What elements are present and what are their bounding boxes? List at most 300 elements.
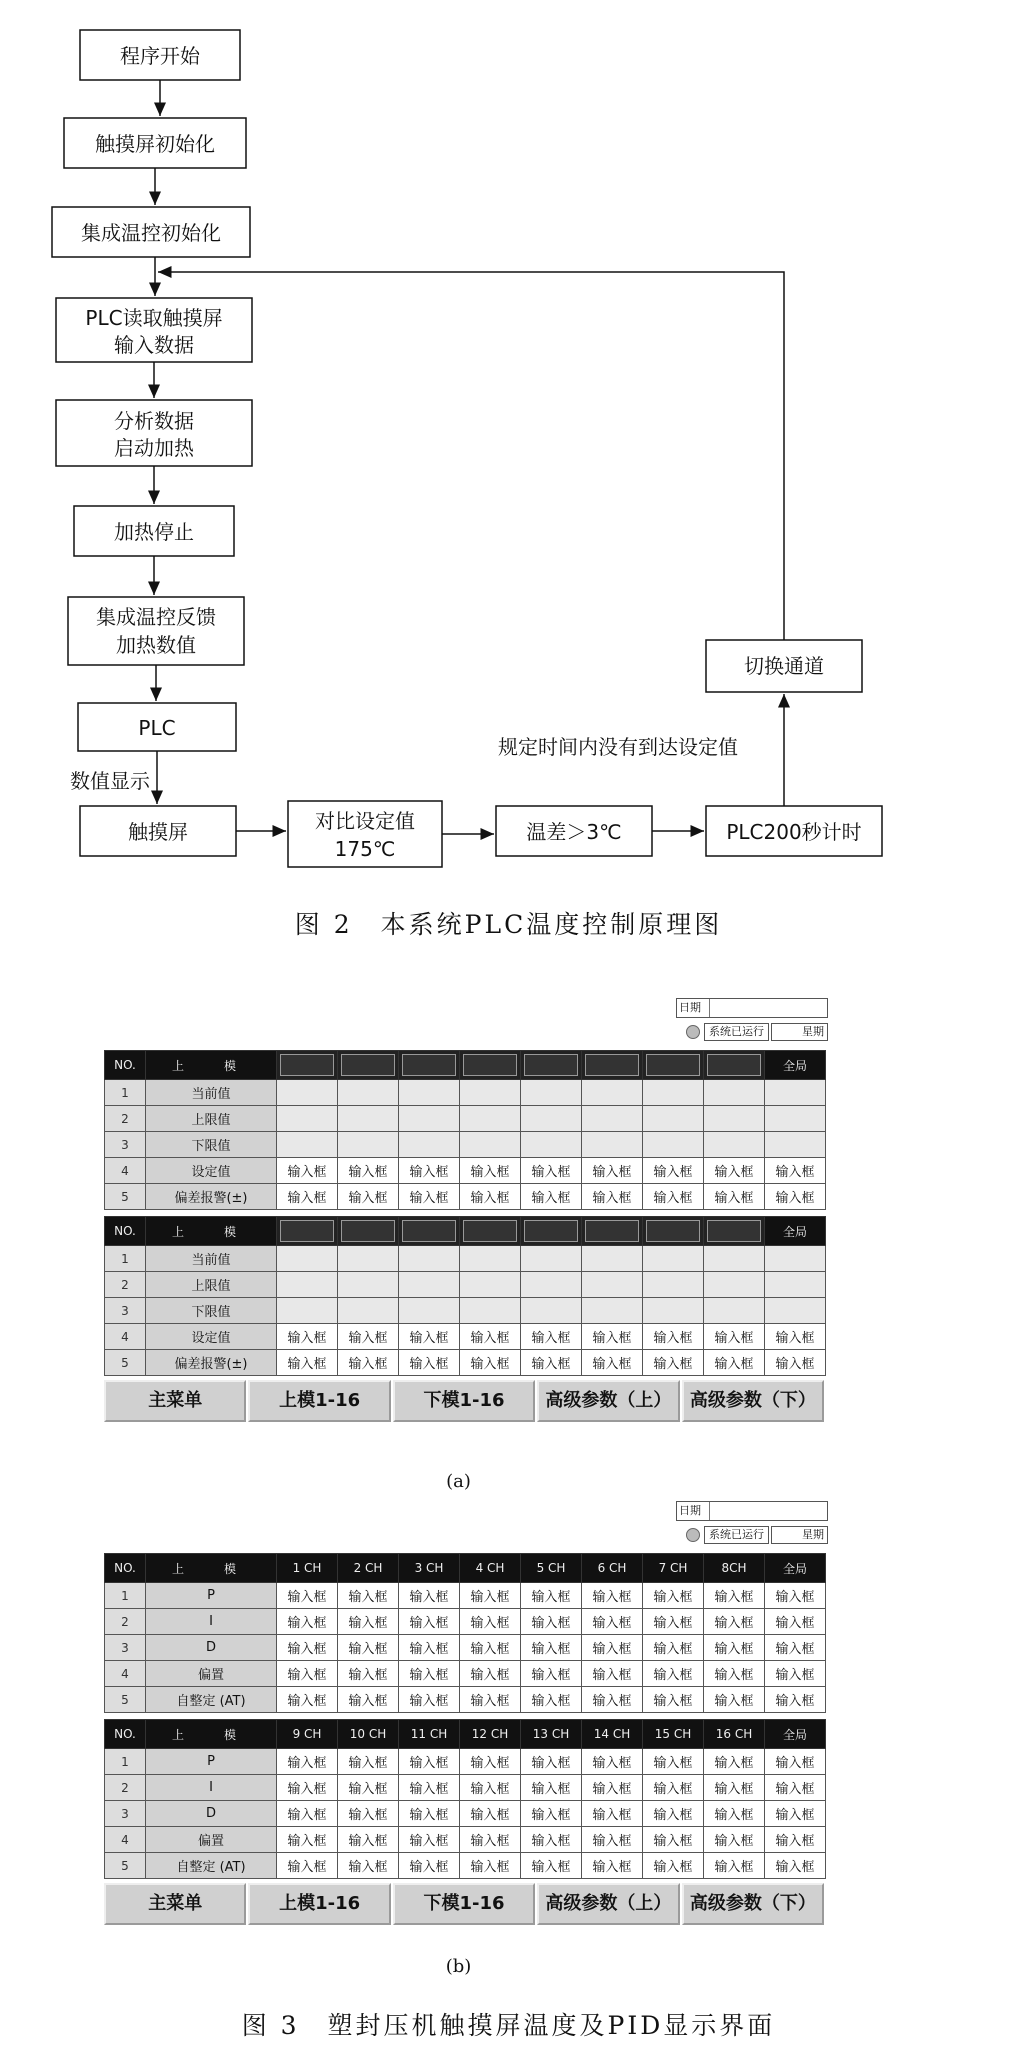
input-box[interactable]: 输入框 xyxy=(277,1775,338,1801)
header-row xyxy=(105,1051,826,1080)
input-box[interactable]: 输入框 xyxy=(643,1775,704,1801)
value-cell xyxy=(643,1246,704,1272)
channel-slot xyxy=(463,1054,517,1076)
input-box[interactable]: 输入框 xyxy=(582,1827,643,1853)
value-cell xyxy=(521,1080,582,1106)
nav-button[interactable]: 高级参数（下） xyxy=(682,1380,824,1422)
row-number: 4 xyxy=(105,1324,146,1350)
input-box[interactable]: 输入框 xyxy=(643,1749,704,1775)
svg-text:PLC: PLC xyxy=(138,716,176,740)
node-feedback xyxy=(68,597,244,665)
value-cell xyxy=(277,1106,338,1132)
row-label: 设定值 xyxy=(146,1324,277,1350)
input-box[interactable]: 输入框 xyxy=(765,1801,826,1827)
channel-slot xyxy=(463,1220,517,1242)
row-label: P xyxy=(146,1749,277,1775)
channel-header-blank xyxy=(582,1051,643,1080)
input-box[interactable]: 输入框 xyxy=(277,1687,338,1713)
temperature-tables xyxy=(104,1050,834,1376)
input-box[interactable]: 输入框 xyxy=(643,1158,704,1184)
data-table xyxy=(104,1553,826,1713)
table-row xyxy=(105,1272,826,1298)
channel-header: 4 CH xyxy=(460,1554,521,1583)
row-number: 5 xyxy=(105,1350,146,1376)
value-cell xyxy=(399,1106,460,1132)
input-box[interactable]: 输入框 xyxy=(399,1158,460,1184)
row-number: 4 xyxy=(105,1827,146,1853)
input-box[interactable]: 输入框 xyxy=(643,1661,704,1687)
input-box[interactable]: 输入框 xyxy=(338,1749,399,1775)
col-global-header: 全局 xyxy=(765,1554,826,1583)
input-box[interactable]: 输入框 xyxy=(704,1184,765,1210)
input-box[interactable]: 输入框 xyxy=(399,1350,460,1376)
input-box[interactable]: 输入框 xyxy=(338,1687,399,1713)
input-box[interactable]: 输入框 xyxy=(399,1801,460,1827)
svg-text:输入数据: 输入数据 xyxy=(114,333,194,357)
value-cell xyxy=(338,1246,399,1272)
channel-header-blank xyxy=(277,1217,338,1246)
input-box[interactable]: 输入框 xyxy=(338,1635,399,1661)
label-display: 数值显示 xyxy=(70,769,150,793)
input-box[interactable]: 输入框 xyxy=(582,1853,643,1879)
value-cell xyxy=(338,1080,399,1106)
input-box[interactable]: 输入框 xyxy=(338,1583,399,1609)
input-box[interactable]: 输入框 xyxy=(704,1853,765,1879)
input-box[interactable]: 输入框 xyxy=(704,1158,765,1184)
input-box[interactable]: 输入框 xyxy=(521,1749,582,1775)
table-row xyxy=(105,1080,826,1106)
data-table xyxy=(104,1050,826,1210)
input-box[interactable]: 输入框 xyxy=(338,1661,399,1687)
col-global-header: 全局 xyxy=(765,1217,826,1246)
row-number: 2 xyxy=(105,1272,146,1298)
input-box[interactable]: 输入框 xyxy=(521,1635,582,1661)
channel-slot xyxy=(280,1220,334,1242)
input-box[interactable]: 输入框 xyxy=(582,1350,643,1376)
status-area xyxy=(104,994,834,1050)
input-box[interactable]: 输入框 xyxy=(338,1609,399,1635)
table-row xyxy=(105,1609,826,1635)
input-box[interactable]: 输入框 xyxy=(765,1775,826,1801)
input-box[interactable]: 输入框 xyxy=(460,1324,521,1350)
value-cell xyxy=(277,1298,338,1324)
table-row xyxy=(105,1801,826,1827)
value-cell xyxy=(460,1298,521,1324)
input-box[interactable]: 输入框 xyxy=(521,1687,582,1713)
value-cell xyxy=(399,1132,460,1158)
input-box[interactable]: 输入框 xyxy=(582,1801,643,1827)
value-cell xyxy=(582,1132,643,1158)
input-box[interactable]: 输入框 xyxy=(765,1687,826,1713)
channel-header: 11 CH xyxy=(399,1720,460,1749)
input-box[interactable]: 输入框 xyxy=(582,1609,643,1635)
value-cell xyxy=(277,1080,338,1106)
channel-header-blank xyxy=(460,1217,521,1246)
input-box[interactable]: 输入框 xyxy=(704,1324,765,1350)
row-number: 2 xyxy=(105,1106,146,1132)
channel-header: 1 CH xyxy=(277,1554,338,1583)
row-label: 上限值 xyxy=(146,1106,277,1132)
channel-header-blank xyxy=(277,1051,338,1080)
nav-button[interactable]: 主菜单 xyxy=(104,1380,246,1422)
input-box[interactable]: 输入框 xyxy=(765,1350,826,1376)
input-box[interactable]: 输入框 xyxy=(582,1635,643,1661)
svg-text:集成温控初始化: 集成温控初始化 xyxy=(81,221,221,245)
input-box[interactable]: 输入框 xyxy=(277,1184,338,1210)
input-box[interactable]: 输入框 xyxy=(704,1609,765,1635)
row-number: 1 xyxy=(105,1080,146,1106)
input-box[interactable]: 输入框 xyxy=(399,1324,460,1350)
row-number: 2 xyxy=(105,1775,146,1801)
input-box[interactable]: 输入框 xyxy=(521,1350,582,1376)
input-box[interactable]: 输入框 xyxy=(582,1749,643,1775)
value-cell xyxy=(582,1246,643,1272)
input-box[interactable]: 输入框 xyxy=(765,1158,826,1184)
input-box[interactable]: 输入框 xyxy=(460,1687,521,1713)
input-box[interactable]: 输入框 xyxy=(643,1184,704,1210)
input-box[interactable]: 输入框 xyxy=(399,1661,460,1687)
channel-header-blank xyxy=(460,1051,521,1080)
input-box[interactable]: 输入框 xyxy=(643,1687,704,1713)
svg-text:PLC200秒计时: PLC200秒计时 xyxy=(726,820,862,844)
input-box[interactable]: 输入框 xyxy=(704,1775,765,1801)
input-box[interactable]: 输入框 xyxy=(277,1853,338,1879)
input-box[interactable]: 输入框 xyxy=(399,1749,460,1775)
input-box[interactable]: 输入框 xyxy=(582,1324,643,1350)
value-cell xyxy=(765,1080,826,1106)
input-box[interactable]: 输入框 xyxy=(277,1635,338,1661)
channel-header: 12 CH xyxy=(460,1720,521,1749)
row-number: 3 xyxy=(105,1635,146,1661)
input-box[interactable]: 输入框 xyxy=(277,1801,338,1827)
node-timer xyxy=(706,806,882,856)
nav-button[interactable]: 高级参数（上） xyxy=(537,1883,679,1925)
nav-button[interactable]: 上模1-16 xyxy=(248,1380,390,1422)
input-box[interactable]: 输入框 xyxy=(399,1583,460,1609)
col-module-header: 上 模 xyxy=(146,1554,277,1583)
node-touch-init xyxy=(64,118,246,168)
input-box[interactable]: 输入框 xyxy=(338,1775,399,1801)
figure2-caption: 图 2 本系统PLC温度控制原理图 xyxy=(294,910,723,939)
row-number: 4 xyxy=(105,1661,146,1687)
row-label: 当前值 xyxy=(146,1080,277,1106)
input-box[interactable]: 输入框 xyxy=(765,1749,826,1775)
input-box[interactable]: 输入框 xyxy=(277,1158,338,1184)
row-label: 当前值 xyxy=(146,1246,277,1272)
value-cell xyxy=(521,1132,582,1158)
row-label: P xyxy=(146,1583,277,1609)
value-cell xyxy=(460,1080,521,1106)
nav-button[interactable]: 主菜单 xyxy=(104,1883,246,1925)
table-row xyxy=(105,1132,826,1158)
node-temp-init xyxy=(52,207,250,257)
input-box[interactable]: 输入框 xyxy=(521,1661,582,1687)
row-label: I xyxy=(146,1775,277,1801)
channel-slot xyxy=(402,1220,456,1242)
value-cell xyxy=(704,1272,765,1298)
input-box[interactable]: 输入框 xyxy=(582,1583,643,1609)
svg-text:启动加热: 启动加热 xyxy=(114,436,194,460)
input-box[interactable]: 输入框 xyxy=(765,1827,826,1853)
row-number: 3 xyxy=(105,1298,146,1324)
run-status: 系统已运行 星期 xyxy=(686,1022,828,1042)
input-box[interactable]: 输入框 xyxy=(399,1853,460,1879)
row-label: I xyxy=(146,1609,277,1635)
input-box[interactable]: 输入框 xyxy=(338,1184,399,1210)
node-switch xyxy=(706,640,862,692)
input-box[interactable]: 输入框 xyxy=(460,1158,521,1184)
channel-header: 9 CH xyxy=(277,1720,338,1749)
channel-header: 10 CH xyxy=(338,1720,399,1749)
channel-slot xyxy=(707,1220,761,1242)
row-number: 5 xyxy=(105,1184,146,1210)
status-area xyxy=(104,1497,834,1553)
row-label: 偏置 xyxy=(146,1827,277,1853)
input-box[interactable]: 输入框 xyxy=(643,1583,704,1609)
nav-buttons xyxy=(104,1380,826,1422)
input-box[interactable]: 输入框 xyxy=(582,1661,643,1687)
svg-text:PLC读取触摸屏: PLC读取触摸屏 xyxy=(85,306,223,330)
input-box[interactable]: 输入框 xyxy=(765,1635,826,1661)
nav-button[interactable]: 高级参数（上） xyxy=(537,1380,679,1422)
input-box[interactable]: 输入框 xyxy=(338,1853,399,1879)
input-box[interactable]: 输入框 xyxy=(338,1158,399,1184)
input-box[interactable]: 输入框 xyxy=(765,1609,826,1635)
row-number: 3 xyxy=(105,1132,146,1158)
value-cell xyxy=(338,1272,399,1298)
value-cell xyxy=(460,1132,521,1158)
row-label: 下限值 xyxy=(146,1132,277,1158)
value-cell xyxy=(521,1298,582,1324)
input-box[interactable]: 输入框 xyxy=(399,1775,460,1801)
nav-button[interactable]: 下模1-16 xyxy=(393,1883,535,1925)
col-no-header: NO. xyxy=(105,1720,146,1749)
table-row xyxy=(105,1687,826,1713)
input-box[interactable]: 输入框 xyxy=(643,1853,704,1879)
header-row xyxy=(105,1554,826,1583)
data-table xyxy=(104,1216,826,1376)
value-cell xyxy=(643,1080,704,1106)
input-box[interactable]: 输入框 xyxy=(460,1801,521,1827)
value-cell xyxy=(765,1298,826,1324)
input-box[interactable]: 输入框 xyxy=(643,1635,704,1661)
input-box[interactable]: 输入框 xyxy=(521,1801,582,1827)
input-box[interactable]: 输入框 xyxy=(643,1609,704,1635)
row-number: 1 xyxy=(105,1246,146,1272)
input-box[interactable]: 输入框 xyxy=(277,1827,338,1853)
input-box[interactable]: 输入框 xyxy=(399,1184,460,1210)
channel-slot xyxy=(341,1054,395,1076)
input-box[interactable]: 输入框 xyxy=(399,1687,460,1713)
channel-header: 6 CH xyxy=(582,1554,643,1583)
run-status: 系统已运行 星期 xyxy=(686,1525,828,1545)
node-analyze xyxy=(56,400,252,466)
channel-slot xyxy=(646,1054,700,1076)
input-box[interactable]: 输入框 xyxy=(338,1827,399,1853)
input-box[interactable]: 输入框 xyxy=(643,1827,704,1853)
channel-header-blank xyxy=(704,1051,765,1080)
input-box[interactable]: 输入框 xyxy=(704,1687,765,1713)
nav-button[interactable]: 下模1-16 xyxy=(393,1380,535,1422)
input-box[interactable]: 输入框 xyxy=(521,1158,582,1184)
input-box[interactable]: 输入框 xyxy=(765,1324,826,1350)
input-box[interactable]: 输入框 xyxy=(460,1661,521,1687)
label-timeout: 规定时间内没有到达设定值 xyxy=(498,735,738,759)
input-box[interactable]: 输入框 xyxy=(277,1661,338,1687)
table-row xyxy=(105,1324,826,1350)
input-box[interactable]: 输入框 xyxy=(582,1775,643,1801)
nav-button[interactable]: 上模1-16 xyxy=(248,1883,390,1925)
input-box[interactable]: 输入框 xyxy=(521,1583,582,1609)
input-box[interactable]: 输入框 xyxy=(277,1749,338,1775)
channel-header: 16 CH xyxy=(704,1720,765,1749)
row-number: 2 xyxy=(105,1609,146,1635)
date-field: 日期 xyxy=(676,1501,828,1521)
table-row xyxy=(105,1661,826,1687)
input-box[interactable]: 输入框 xyxy=(582,1158,643,1184)
input-box[interactable]: 输入框 xyxy=(765,1583,826,1609)
row-label: 偏差报警(±) xyxy=(146,1184,277,1210)
input-box[interactable]: 输入框 xyxy=(338,1801,399,1827)
date-field: 日期 xyxy=(676,998,828,1018)
input-box[interactable]: 输入框 xyxy=(704,1350,765,1376)
row-number: 3 xyxy=(105,1801,146,1827)
channel-slot xyxy=(524,1054,578,1076)
input-box[interactable]: 输入框 xyxy=(338,1324,399,1350)
input-box[interactable]: 输入框 xyxy=(460,1609,521,1635)
value-cell xyxy=(643,1298,704,1324)
channel-header-blank xyxy=(582,1217,643,1246)
input-box[interactable]: 输入框 xyxy=(704,1583,765,1609)
input-box[interactable]: 输入框 xyxy=(704,1749,765,1775)
row-label: 偏差报警(±) xyxy=(146,1350,277,1376)
input-box[interactable]: 输入框 xyxy=(521,1609,582,1635)
pid-tables xyxy=(104,1553,834,1879)
node-plc xyxy=(78,703,236,751)
value-cell xyxy=(765,1272,826,1298)
node-heat-stop xyxy=(74,506,234,556)
input-box[interactable]: 输入框 xyxy=(582,1687,643,1713)
svg-text:集成温控反馈: 集成温控反馈 xyxy=(96,605,216,629)
table-row xyxy=(105,1749,826,1775)
col-no-header: NO. xyxy=(105,1554,146,1583)
input-box[interactable]: 输入框 xyxy=(704,1801,765,1827)
table-row xyxy=(105,1184,826,1210)
input-box[interactable]: 输入框 xyxy=(521,1827,582,1853)
input-box[interactable]: 输入框 xyxy=(643,1801,704,1827)
svg-text:触摸屏初始化: 触摸屏初始化 xyxy=(95,132,215,156)
input-box[interactable]: 输入框 xyxy=(399,1827,460,1853)
channel-header: 2 CH xyxy=(338,1554,399,1583)
channel-slot xyxy=(646,1220,700,1242)
input-box[interactable]: 输入框 xyxy=(643,1350,704,1376)
value-cell xyxy=(765,1106,826,1132)
row-label: 自整定 (AT) xyxy=(146,1853,277,1879)
header-row xyxy=(105,1217,826,1246)
input-box[interactable]: 输入框 xyxy=(460,1583,521,1609)
value-cell xyxy=(460,1272,521,1298)
row-label: 下限值 xyxy=(146,1298,277,1324)
input-box[interactable]: 输入框 xyxy=(582,1184,643,1210)
value-cell xyxy=(643,1132,704,1158)
input-box[interactable]: 输入框 xyxy=(765,1661,826,1687)
input-box[interactable]: 输入框 xyxy=(460,1775,521,1801)
col-module-header: 上 模 xyxy=(146,1217,277,1246)
input-box[interactable]: 输入框 xyxy=(277,1324,338,1350)
svg-text:对比设定值: 对比设定值 xyxy=(315,809,415,833)
input-box[interactable]: 输入框 xyxy=(399,1635,460,1661)
svg-text:加热停止: 加热停止 xyxy=(114,520,194,544)
input-box[interactable]: 输入框 xyxy=(460,1827,521,1853)
input-box[interactable]: 输入框 xyxy=(460,1184,521,1210)
caption-b: (b) xyxy=(445,1956,472,1977)
screen-temperature xyxy=(104,994,834,1422)
channel-header-blank xyxy=(399,1217,460,1246)
col-no-header: NO. xyxy=(105,1051,146,1080)
input-box[interactable]: 输入框 xyxy=(460,1635,521,1661)
row-label: 自整定 (AT) xyxy=(146,1687,277,1713)
node-compare xyxy=(288,801,442,867)
input-box[interactable]: 输入框 xyxy=(277,1583,338,1609)
value-cell xyxy=(399,1246,460,1272)
value-cell xyxy=(582,1272,643,1298)
input-box[interactable]: 输入框 xyxy=(704,1827,765,1853)
input-box[interactable]: 输入框 xyxy=(460,1749,521,1775)
table-row xyxy=(105,1635,826,1661)
input-box[interactable]: 输入框 xyxy=(765,1184,826,1210)
table-row xyxy=(105,1158,826,1184)
input-box[interactable]: 输入框 xyxy=(765,1853,826,1879)
input-box[interactable]: 输入框 xyxy=(521,1324,582,1350)
channel-header-blank xyxy=(399,1051,460,1080)
channel-slot xyxy=(585,1220,639,1242)
col-module-header: 上 模 xyxy=(146,1720,277,1749)
channel-header-blank xyxy=(704,1217,765,1246)
input-box[interactable]: 输入框 xyxy=(521,1775,582,1801)
row-label: 偏置 xyxy=(146,1661,277,1687)
input-box[interactable]: 输入框 xyxy=(460,1350,521,1376)
channel-slot xyxy=(707,1054,761,1076)
input-box[interactable]: 输入框 xyxy=(277,1609,338,1635)
value-cell xyxy=(765,1246,826,1272)
status-led-icon xyxy=(686,1528,700,1542)
row-number: 1 xyxy=(105,1583,146,1609)
value-cell xyxy=(704,1080,765,1106)
col-module-header: 上 模 xyxy=(146,1051,277,1080)
node-start-label: 程序开始 xyxy=(120,44,200,68)
input-box[interactable]: 输入框 xyxy=(643,1324,704,1350)
value-cell xyxy=(704,1106,765,1132)
input-box[interactable]: 输入框 xyxy=(521,1853,582,1879)
value-cell xyxy=(582,1298,643,1324)
header-row xyxy=(105,1720,826,1749)
channel-header: 13 CH xyxy=(521,1720,582,1749)
input-box[interactable]: 输入框 xyxy=(338,1350,399,1376)
channel-header: 15 CH xyxy=(643,1720,704,1749)
input-box[interactable]: 输入框 xyxy=(277,1350,338,1376)
input-box[interactable]: 输入框 xyxy=(399,1609,460,1635)
input-box[interactable]: 输入框 xyxy=(460,1853,521,1879)
table-row xyxy=(105,1583,826,1609)
table-row xyxy=(105,1827,826,1853)
node-start xyxy=(80,30,240,80)
nav-button[interactable]: 高级参数（下） xyxy=(682,1883,824,1925)
svg-text:触摸屏: 触摸屏 xyxy=(128,820,188,844)
table-row xyxy=(105,1246,826,1272)
input-box[interactable]: 输入框 xyxy=(704,1661,765,1687)
input-box[interactable]: 输入框 xyxy=(521,1184,582,1210)
input-box[interactable]: 输入框 xyxy=(704,1635,765,1661)
